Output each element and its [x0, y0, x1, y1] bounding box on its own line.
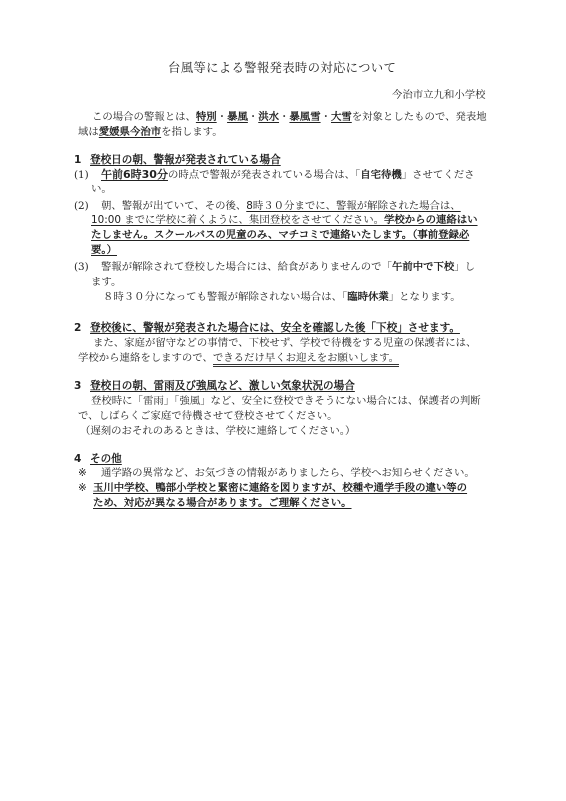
- item-1-2-line-4: [91, 243, 117, 257]
- document-title: 台風等による警報発表時の対応について: [168, 60, 397, 75]
- area-city: 今治市: [129, 126, 162, 138]
- warning-type-special: 特別: [195, 111, 217, 123]
- item-1-3-line-1: [101, 260, 475, 274]
- separator: ・: [247, 111, 259, 123]
- pickup-request: できるだけ早くお迎えをお願いします。: [213, 352, 399, 367]
- note-1-mark: ※: [78, 467, 87, 479]
- item-text: 」し: [454, 261, 476, 273]
- item-text: 」させてくださ: [401, 169, 475, 181]
- note-1-text: 通学路の異常など、お気づきの情報がありましたら、学校へお知らせください。: [101, 467, 475, 479]
- item-text: 警報が解除されて登校した場合には、給食がありませんので「: [101, 261, 392, 273]
- section-3-line-1: 登校時に「雷雨」「強風」など、安全に登校できそうにない場合には、保護者の判断: [91, 395, 481, 407]
- intro-text: この場合の警報とは、: [92, 111, 196, 123]
- section-3-line-2: で、しばらくご家庭で待機させて登校させてください。: [78, 410, 338, 422]
- section-3-line-3: （遅刻のおそれのあるときは、学校に連絡してください。）: [80, 425, 356, 437]
- item-text: の時点で警報が発表されている場合は、「: [167, 169, 361, 181]
- warning-type-snowstorm: 暴風雪: [289, 111, 321, 123]
- item-text-bold: 学校からの連絡はい: [384, 214, 478, 226]
- item-text-underlined: 8時３０分までに、警報が解除された場合は、: [246, 200, 461, 212]
- school-closure-label: 臨時休業: [347, 291, 389, 303]
- deadline-time: 午前6時30分: [101, 168, 168, 181]
- intro-text: を指します。: [161, 126, 223, 138]
- note-2-mark: ※: [78, 482, 87, 494]
- item-1-1-line-1: [101, 168, 475, 182]
- item-1-1-number: (1): [74, 169, 89, 181]
- item-text: ８時３０分になっても警報が解除されない場合は、「: [103, 291, 348, 303]
- section-2-heading: 登校後に、警報が発表された場合には、安全を確認した後「下校」させます。: [90, 322, 460, 334]
- item-text: 」となります。: [388, 291, 461, 303]
- section-2-number: 2: [74, 322, 82, 334]
- separator: ・: [216, 111, 228, 123]
- intro-text: 域は: [78, 126, 99, 138]
- warning-type-heavy-snow: 大雪: [330, 111, 352, 123]
- item-text-bold: 要。）: [91, 244, 117, 256]
- note-2-line-2: ため、対応が異なる場合があります。ご理解ください。: [93, 497, 352, 509]
- intro-line-1: [92, 110, 487, 124]
- item-text-bold: たしません。スクールバスの児童のみ、マチコミで連絡いたします。（事前登録必: [91, 229, 470, 241]
- section-2-line-1: また、家庭が留守などの事情で、下校せず、学校で待機をする児童の保護者には、: [93, 337, 477, 349]
- section-4-number: 4: [74, 453, 82, 465]
- item-1-2-line-3: [91, 228, 469, 242]
- intro-text: を対象としたもので、発表地: [351, 111, 487, 123]
- home-standby-label: 自宅待機: [360, 169, 402, 181]
- intro-line-2: [78, 125, 223, 139]
- note-2-line-1: 玉川中学校、鴨部小学校と緊密に連絡を図りますが、校種や通学手段の違い等の: [93, 482, 468, 494]
- item-1-3-number: (3): [74, 261, 89, 273]
- item-text-underlined: 10:00 までに学校に着くように、集団登校をさせてください。: [91, 214, 385, 226]
- section-2-line-2: [78, 351, 399, 365]
- area-prefecture: 愛媛県: [98, 126, 130, 138]
- item-1-1-line-2: い。: [91, 183, 112, 195]
- separator: ・: [320, 111, 331, 123]
- section-1-heading: 登校日の朝、警報が発表されている場合: [90, 154, 281, 166]
- item-1-2-line-1: [101, 199, 461, 213]
- section-text: 学校から連絡をしますので、: [78, 352, 213, 364]
- item-1-3-line-2: ます。: [91, 276, 122, 288]
- early-dismissal-label: 午前中で下校: [391, 261, 455, 273]
- separator: ・: [279, 111, 290, 123]
- section-4-heading: その他: [90, 453, 122, 465]
- item-1-3-line-3: [103, 290, 461, 304]
- item-1-2-number: (2): [74, 200, 89, 212]
- section-1-number: 1: [74, 154, 82, 166]
- section-3-number: 3: [74, 380, 82, 392]
- section-3-heading: 登校日の朝、雷雨及び強風など、激しい気象状況の場合: [90, 380, 355, 392]
- warning-type-storm: 暴風: [227, 111, 248, 123]
- item-text: 朝、警報が出ていて、その後、: [101, 200, 247, 212]
- item-1-2-line-2: [91, 213, 478, 227]
- school-name: 今治市立九和小学校: [392, 89, 486, 101]
- warning-type-flood: 洪水: [258, 111, 280, 123]
